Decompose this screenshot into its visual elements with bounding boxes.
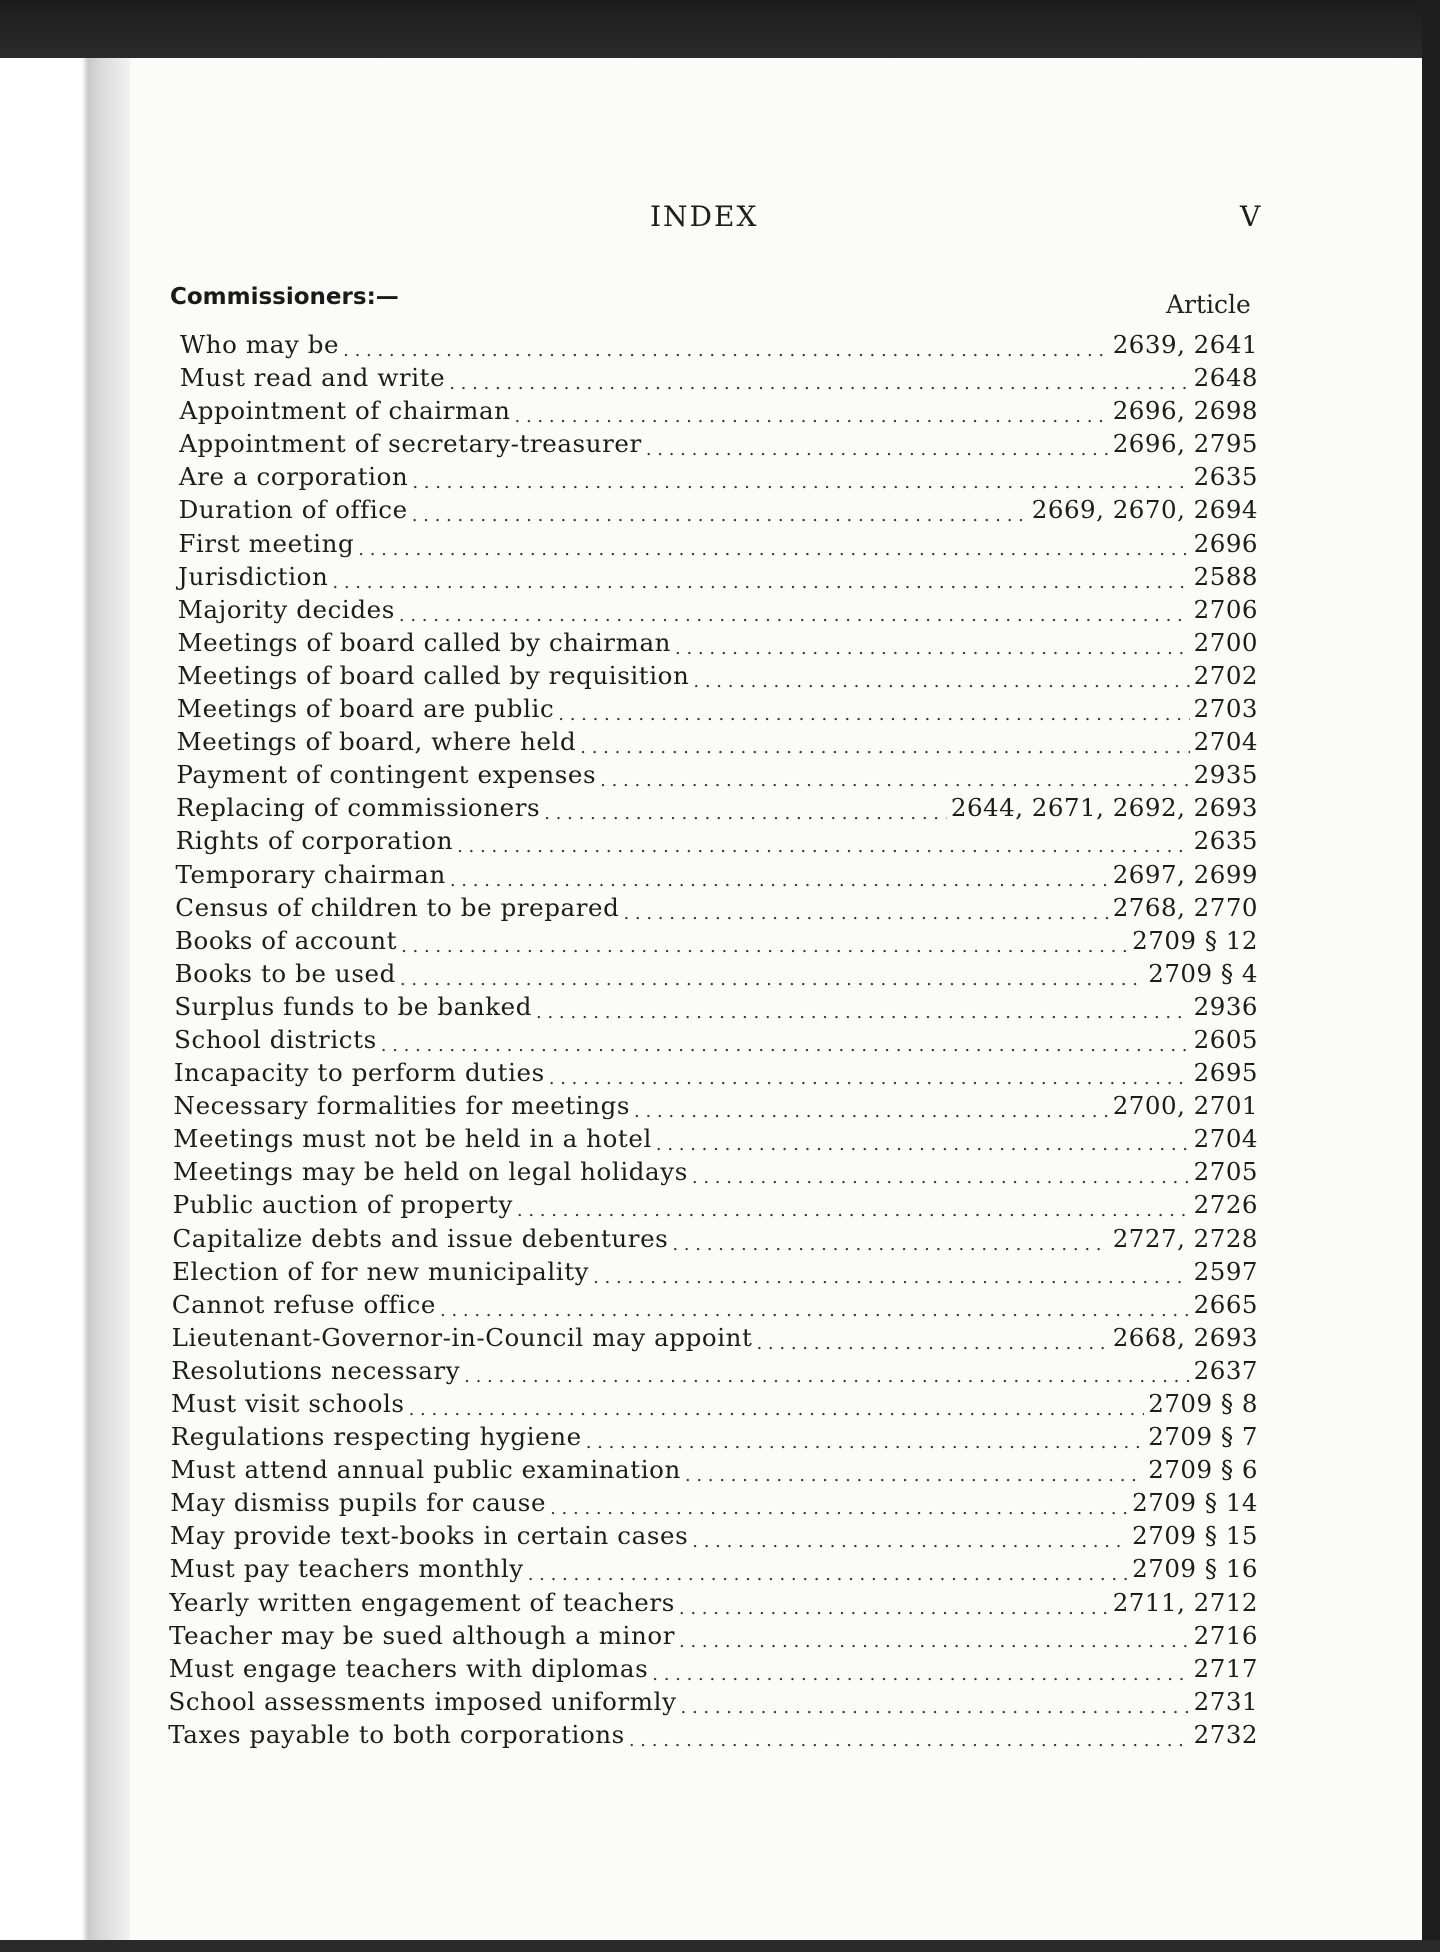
- dot-leader: [600, 763, 1189, 787]
- entry-text: Teacher may be sued although a minor: [169, 1620, 676, 1650]
- dot-leader: [544, 796, 947, 820]
- dot-leader: [381, 1028, 1190, 1052]
- dot-leader: [536, 995, 1190, 1019]
- entry-text: Jurisdiction: [178, 561, 329, 591]
- entry-text: Meetings of board called by requisition: [177, 660, 690, 690]
- dot-leader: [634, 1094, 1109, 1118]
- article-reference: 2706: [1193, 594, 1258, 624]
- article-reference: 2696, 2698: [1112, 396, 1258, 426]
- index-entry: [168, 462, 1258, 495]
- index-entry: [168, 1422, 1258, 1455]
- article-reference: 2597: [1193, 1256, 1258, 1286]
- dot-leader: [332, 565, 1189, 589]
- entry-text: Surplus funds to be banked: [174, 991, 533, 1021]
- index-entry: [168, 595, 1258, 628]
- entry-text: Appointment of chairman: [179, 396, 511, 426]
- article-reference: 2704: [1193, 727, 1258, 757]
- index-entry: [168, 661, 1258, 694]
- entry-text: Meetings of board, where held: [176, 727, 577, 757]
- index-entry: [168, 1157, 1258, 1190]
- article-reference: 2696, 2795: [1112, 429, 1258, 459]
- entry-text: Resolutions necessary: [171, 1355, 461, 1385]
- article-reference: 2709 § 7: [1148, 1422, 1258, 1452]
- entry-text: Majority decides: [177, 594, 395, 624]
- index-entry: [168, 1455, 1258, 1488]
- article-reference: 2702: [1193, 660, 1258, 690]
- dot-leader: [656, 1127, 1190, 1151]
- dot-leader: [528, 1557, 1128, 1581]
- index-entry: [168, 363, 1258, 396]
- entry-text: Must attend annual public examination: [170, 1455, 681, 1485]
- article-reference: 2731: [1193, 1686, 1258, 1716]
- index-entry: [168, 1091, 1258, 1124]
- dot-leader: [550, 1491, 1128, 1515]
- dot-leader: [685, 1458, 1144, 1482]
- index-entry: [168, 992, 1258, 1025]
- index-entry: [168, 396, 1258, 429]
- index-entry: [168, 959, 1258, 992]
- article-reference: 2704: [1193, 1124, 1258, 1154]
- article-reference: 2639, 2641: [1112, 330, 1258, 359]
- page-number: V: [1240, 200, 1261, 233]
- index-entry: [168, 926, 1258, 959]
- entry-text: May dismiss pupils for cause: [170, 1488, 547, 1518]
- entry-text: Are a corporation: [178, 462, 409, 492]
- index-entry: [168, 1025, 1258, 1058]
- index-entry: [168, 727, 1258, 760]
- entry-text: Capitalize debts and issue debentures: [172, 1223, 669, 1253]
- index-entry: [168, 1224, 1258, 1257]
- entry-text: Incapacity to perform duties: [173, 1058, 545, 1088]
- dot-leader: [358, 532, 1189, 556]
- dot-leader: [464, 1359, 1189, 1383]
- entry-text: Must pay teachers monthly: [169, 1554, 524, 1584]
- index-entry: [168, 1389, 1258, 1422]
- article-reference: 2648: [1193, 363, 1258, 393]
- entry-text: Books to be used: [174, 958, 396, 988]
- article-reference: 2726: [1193, 1190, 1258, 1220]
- entry-text: First meeting: [178, 528, 355, 558]
- index-entry: [168, 1654, 1258, 1687]
- entry-text: Meetings of board are public: [176, 694, 555, 724]
- index-entry: [168, 1058, 1258, 1091]
- entry-text: Payment of contingent expenses: [176, 760, 597, 790]
- dot-leader: [652, 1657, 1189, 1681]
- index-entry: [168, 1687, 1258, 1720]
- article-reference: 2935: [1193, 760, 1258, 790]
- index-entry: [168, 429, 1258, 462]
- entry-text: Cannot refuse office: [171, 1289, 437, 1319]
- entry-text: Replacing of commissioners: [176, 793, 541, 823]
- index-entry: [168, 1190, 1258, 1223]
- article-reference: 2635: [1193, 826, 1258, 856]
- article-reference: 2665: [1193, 1289, 1258, 1319]
- index-entry: [168, 330, 1258, 363]
- dot-leader: [623, 896, 1108, 920]
- index-entry: [168, 826, 1258, 859]
- dot-leader: [399, 598, 1190, 622]
- entry-text: Yearly written engagement of teachers: [169, 1587, 675, 1617]
- dot-leader: [558, 697, 1189, 721]
- index-entry: [168, 760, 1258, 793]
- scanner-right-edge: [1422, 0, 1440, 1952]
- running-head: [130, 200, 1422, 240]
- article-reference: 2711, 2712: [1112, 1587, 1258, 1617]
- article-reference: 2637: [1193, 1355, 1258, 1385]
- index-entry: [168, 860, 1258, 893]
- book-binding-edge: [0, 58, 130, 1952]
- dot-leader: [517, 1193, 1190, 1217]
- dot-leader: [679, 1591, 1109, 1615]
- index-entry: [168, 495, 1258, 528]
- entry-text: Election of for new municipality: [172, 1256, 590, 1286]
- index-entry: [168, 1488, 1258, 1521]
- dot-leader: [450, 863, 1109, 887]
- dot-leader: [629, 1723, 1190, 1747]
- article-reference: 2709 § 15: [1132, 1521, 1258, 1551]
- column-label: Article: [1166, 290, 1251, 319]
- dot-leader: [693, 664, 1189, 688]
- article-reference: 2703: [1193, 694, 1258, 724]
- article-reference: 2669, 2670, 2694: [1031, 495, 1258, 525]
- article-reference: 2709 § 16: [1132, 1554, 1258, 1584]
- article-reference: 2936: [1193, 991, 1258, 1021]
- article-reference: 2732: [1193, 1719, 1258, 1749]
- dot-leader: [692, 1160, 1190, 1184]
- index-entry: [168, 529, 1258, 562]
- index-entries: [168, 330, 1258, 1753]
- index-entry: [168, 1323, 1258, 1356]
- article-reference: 2709 § 6: [1148, 1455, 1258, 1485]
- dot-leader: [580, 730, 1189, 754]
- entry-text: Regulations respecting hygiene: [170, 1422, 582, 1452]
- dot-leader: [681, 1690, 1190, 1714]
- index-page: [130, 58, 1422, 1940]
- index-entry: [168, 1621, 1258, 1654]
- entry-text: Lieutenant-Governor-in-Council may appoint: [171, 1322, 753, 1352]
- dot-leader: [692, 1524, 1128, 1548]
- dot-leader: [672, 1227, 1108, 1251]
- dot-leader: [679, 1624, 1190, 1648]
- index-entry: [168, 1124, 1258, 1157]
- scanner-bottom-edge: [0, 1940, 1440, 1952]
- article-reference: 2727, 2728: [1112, 1223, 1258, 1253]
- dot-leader: [401, 929, 1128, 953]
- article-reference: 2668, 2693: [1112, 1322, 1258, 1352]
- index-entry: [168, 1356, 1258, 1389]
- scanner-top-edge: [0, 0, 1440, 58]
- dot-leader: [343, 333, 1109, 357]
- dot-leader: [440, 1293, 1190, 1317]
- index-entry: [168, 694, 1258, 727]
- dot-leader: [756, 1326, 1108, 1350]
- dot-leader: [449, 366, 1189, 390]
- article-reference: 2709 § 14: [1132, 1488, 1258, 1518]
- article-reference: 2709 § 12: [1132, 925, 1258, 955]
- article-reference: 2709 § 4: [1148, 958, 1258, 988]
- article-reference: 2700, 2701: [1112, 1091, 1258, 1121]
- entry-text: Must engage teachers with diplomas: [168, 1653, 649, 1683]
- article-reference: 2717: [1193, 1653, 1258, 1683]
- article-reference: 2709 § 8: [1148, 1389, 1258, 1418]
- entry-text: School districts: [174, 1024, 377, 1054]
- entry-text: Appointment of secretary-treasurer: [179, 429, 642, 459]
- entry-text: School assessments imposed uniformly: [168, 1686, 677, 1716]
- entry-text: Books of account: [174, 925, 398, 955]
- dot-leader: [593, 1260, 1190, 1284]
- dot-leader: [400, 962, 1144, 986]
- dot-leader: [457, 829, 1190, 853]
- index-entry: [168, 1554, 1258, 1587]
- dot-leader: [515, 399, 1109, 423]
- entry-text: Meetings may be held on legal holidays: [173, 1157, 688, 1187]
- index-entry: [168, 628, 1258, 661]
- entry-text: Rights of corporation: [175, 826, 454, 856]
- entry-text: Meetings of board called by chairman: [177, 627, 672, 657]
- entry-text: May provide text-books in certain cases: [169, 1521, 689, 1551]
- article-reference: 2588: [1193, 561, 1258, 591]
- section-heading: Commissioners:—: [170, 284, 399, 310]
- article-reference: 2768, 2770: [1112, 892, 1258, 922]
- index-entry: [168, 1521, 1258, 1554]
- article-reference: 2696: [1193, 528, 1258, 558]
- article-reference: 2700: [1193, 627, 1258, 657]
- dot-leader: [586, 1425, 1145, 1449]
- article-reference: 2695: [1193, 1058, 1258, 1088]
- entry-text: Public auction of property: [172, 1190, 513, 1220]
- article-reference: 2644, 2671, 2692, 2693: [950, 793, 1258, 823]
- article-reference: 2635: [1193, 462, 1258, 492]
- entry-text: Census of children to be prepared: [175, 892, 620, 922]
- article-reference: 2605: [1193, 1024, 1258, 1054]
- running-title: INDEX: [650, 200, 759, 233]
- entry-text: Who may be: [180, 330, 340, 359]
- entry-text: Meetings must not be held in a hotel: [173, 1124, 652, 1154]
- dot-leader: [675, 631, 1190, 655]
- entry-text: Duration of office: [178, 495, 408, 525]
- article-reference: 2716: [1193, 1620, 1258, 1650]
- dot-leader: [549, 1061, 1190, 1085]
- entry-text: Must read and write: [179, 363, 446, 393]
- dot-leader: [409, 1392, 1145, 1416]
- index-entry: [168, 562, 1258, 595]
- index-entry: [168, 1588, 1258, 1621]
- index-entry: [168, 1290, 1258, 1323]
- dot-leader: [412, 465, 1189, 489]
- index-entry: [168, 1257, 1258, 1290]
- entry-text: Temporary chairman: [175, 859, 446, 889]
- dot-leader: [412, 498, 1028, 522]
- entry-text: Must visit schools: [171, 1389, 405, 1418]
- index-entry: [168, 793, 1258, 826]
- index-entry: [168, 893, 1258, 926]
- entry-text: Taxes payable to both corporations: [168, 1719, 625, 1749]
- article-reference: 2705: [1193, 1157, 1258, 1187]
- entry-text: Necessary formalities for meetings: [173, 1091, 631, 1121]
- article-reference: 2697, 2699: [1112, 859, 1258, 889]
- dot-leader: [646, 432, 1109, 456]
- index-entry: [168, 1720, 1258, 1753]
